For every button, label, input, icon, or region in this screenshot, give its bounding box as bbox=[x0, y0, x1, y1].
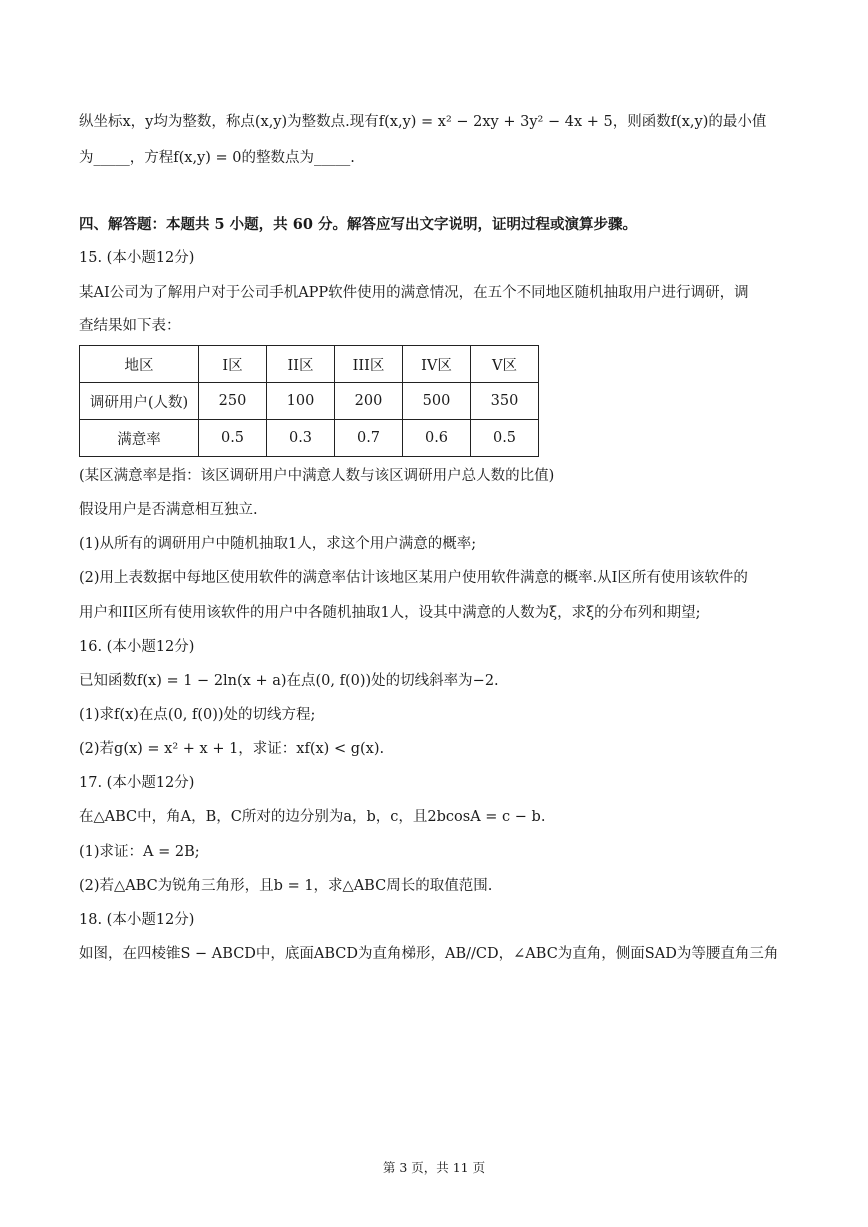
q15-part-2a: (2)用上表数据中每地区使用软件的满意率估计该地区某用户使用软件满意的概率.从I区所有使用该软件的 bbox=[79, 570, 748, 586]
q15-part-1: (1)从所有的调研用户中随机抽取1人，求这个用户满意的概率; bbox=[79, 536, 477, 552]
table-cell: III区 bbox=[335, 346, 403, 383]
table-cell: II区 bbox=[267, 346, 335, 383]
page-footer: 第 3 页，共 11 页 bbox=[382, 1160, 486, 1175]
table-cell: 0.5 bbox=[199, 420, 267, 457]
q16-part-2: (2)若g(x) = x² + x + 1，求证：xf(x) < g(x). bbox=[79, 741, 385, 757]
table-row bbox=[80, 383, 539, 420]
table-header-row bbox=[80, 346, 539, 383]
q15-part-2b: 用户和II区所有使用该软件的用户中各随机抽取1人，设其中满意的人数为ξ，求ξ的分布列和期望; bbox=[79, 605, 701, 621]
survey-table bbox=[79, 345, 539, 457]
table-cell: 满意率 bbox=[80, 420, 199, 457]
table-cell: 250 bbox=[199, 383, 267, 420]
table-cell: 100 bbox=[267, 383, 335, 420]
table-cell: 调研用户(人数) bbox=[80, 383, 199, 420]
q15-text-1: 某AI公司为了解用户对于公司手机APP软件使用的满意情况，在五个不同地区随机抽取用户进行调研，调 bbox=[79, 285, 749, 301]
q16-part-1: (1)求f(x)在点(0, f(0))处的切线方程; bbox=[79, 707, 316, 723]
table-cell: I区 bbox=[199, 346, 267, 383]
table-cell: 200 bbox=[335, 383, 403, 420]
table-cell: 0.7 bbox=[335, 420, 403, 457]
section-heading: 四、解答题：本题共 5 小题，共 60 分。解答应写出文字说明，证明过程或演算步骤。 bbox=[79, 216, 637, 233]
q15-heading: 15. (本小题12分) bbox=[79, 250, 195, 266]
q17-text: 在△ABC中，角A，B，C所对的边分别为a，b，c，且2bcosA = c − b. bbox=[79, 809, 546, 825]
q18-text: 如图，在四棱锥S − ABCD中，底面ABCD为直角梯形，AB//CD，∠ABC为直角，侧面SAD为等腰直角三角 bbox=[79, 946, 779, 962]
table-cell: 500 bbox=[403, 383, 471, 420]
q17-part-1: (1)求证：A = 2B; bbox=[79, 844, 200, 860]
q15-text-2: 查结果如下表： bbox=[79, 318, 181, 334]
table-cell: 0.6 bbox=[403, 420, 471, 457]
table-cell: V区 bbox=[471, 346, 539, 383]
q17-heading: 17. (本小题12分) bbox=[79, 775, 195, 791]
q16-text: 已知函数f(x) = 1 − 2ln(x + a)在点(0, f(0))处的切线斜率为−2. bbox=[79, 673, 499, 689]
table-cell: 0.5 bbox=[471, 420, 539, 457]
intro-line-1: 纵坐标x，y均为整数，称点(x,y)为整数点.现有f(x,y) = x² − 2xy + 3y² − 4x + 5，则函数f(x,y)的最小值 bbox=[79, 114, 767, 130]
intro-line-2: 为_____，方程f(x,y) = 0的整数点为_____. bbox=[79, 150, 355, 166]
q18-heading: 18. (本小题12分) bbox=[79, 912, 195, 928]
q16-heading: 16. (本小题12分) bbox=[79, 639, 195, 655]
table-cell: 0.3 bbox=[267, 420, 335, 457]
q15-note: (某区满意率是指：该区调研用户中满意人数与该区调研用户总人数的比值) bbox=[79, 468, 555, 484]
q17-part-2: (2)若△ABC为锐角三角形，且b = 1，求△ABC周长的取值范围. bbox=[79, 878, 493, 894]
table-row bbox=[80, 420, 539, 457]
q15-assumption: 假设用户是否满意相互独立. bbox=[79, 502, 258, 518]
table-cell: 350 bbox=[471, 383, 539, 420]
table-cell: 地区 bbox=[80, 346, 199, 383]
table-cell: IV区 bbox=[403, 346, 471, 383]
